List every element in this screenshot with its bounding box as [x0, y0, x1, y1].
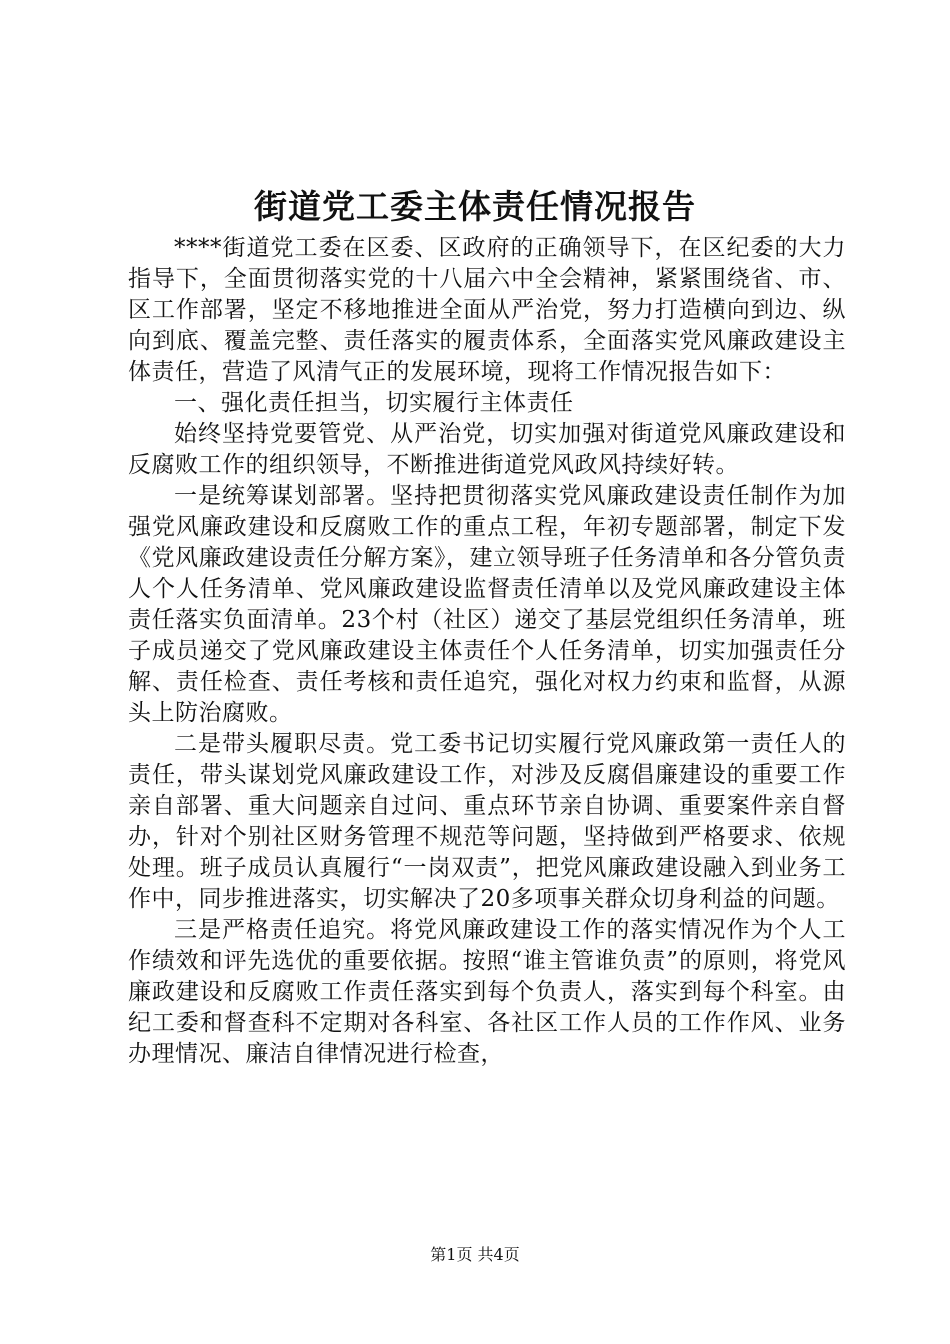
paragraph-overview: 始终坚持党要管党、从严治党，切实加强对街道党风廉政建设和反腐败工作的组织领导，不断推进街道党风政风持续好转。 [128, 421, 846, 478]
page-number: 第1页 共4页 [430, 1245, 520, 1264]
paragraph-point-1: 一是统筹谋划部署。坚持把贯彻落实党风廉政建设责任制作为加强党风廉政建设和反腐败工作的重点工程，年初专题部署，制定下发《党风廉政建设责任分解方案》，建立领导班子任务清单和各分管负责人个人任务清单、党风廉政建设监督责任清单以及党风廉政建设主体责任落实负面清单。23个村（社区）递交了基层党组织任务清单，班子成员递交了党风廉政建设主体责任个人任务清单，切实加强责任分解、责任检查、责任考核和责任追究，强化对权力约束和监督，从源头上防治腐败。 [128, 483, 846, 726]
paragraph-point-3: 三是严格责任追究。将党风廉政建设工作的落实情况作为个人工作绩效和评先选优的重要依据。按照“谁主管谁负责”的原则，将党风廉政建设和反腐败工作责任落实到每个负责人，落实到每个科室。由纪工委和督查科不定期对各科室、各社区工作人员的工作作风、业务办理情况、廉洁自律情况进行检查， [128, 917, 846, 1067]
document-title: 街道党工委主体责任情况报告 [254, 187, 696, 226]
paragraph-intro: ****街道党工委在区委、区政府的正确领导下，在区纪委的大力指导下，全面贯彻落实党的十八届六中全会精神，紧紧围绕省、市、区工作部署，坚定不移地推进全面从严治党，努力打造横向到边、纵向到底、覆盖完整、责任落实的履责体系，全面落实党风廉政建设主体责任，营造了风清气正的发展环境，现将工作情况报告如下： [128, 235, 846, 385]
document-body [128, 233, 846, 1070]
paragraph-point-2: 二是带头履职尽责。党工委书记切实履行党风廉政第一责任人的责任，带头谋划党风廉政建设工作，对涉及反腐倡廉建设的重要工作亲自部署、重大问题亲自过问、重点环节亲自协调、重要案件亲自督办，针对个别社区财务管理不规范等问题，坚持做到严格要求、依规处理。班子成员认真履行“一岗双责”，把党风廉政建设融入到业务工作中，同步推进落实，切实解决了20多项事关群众切身利益的问题。 [128, 731, 846, 912]
section-heading-1: 一、强化责任担当，切实履行主体责任 [174, 390, 574, 416]
